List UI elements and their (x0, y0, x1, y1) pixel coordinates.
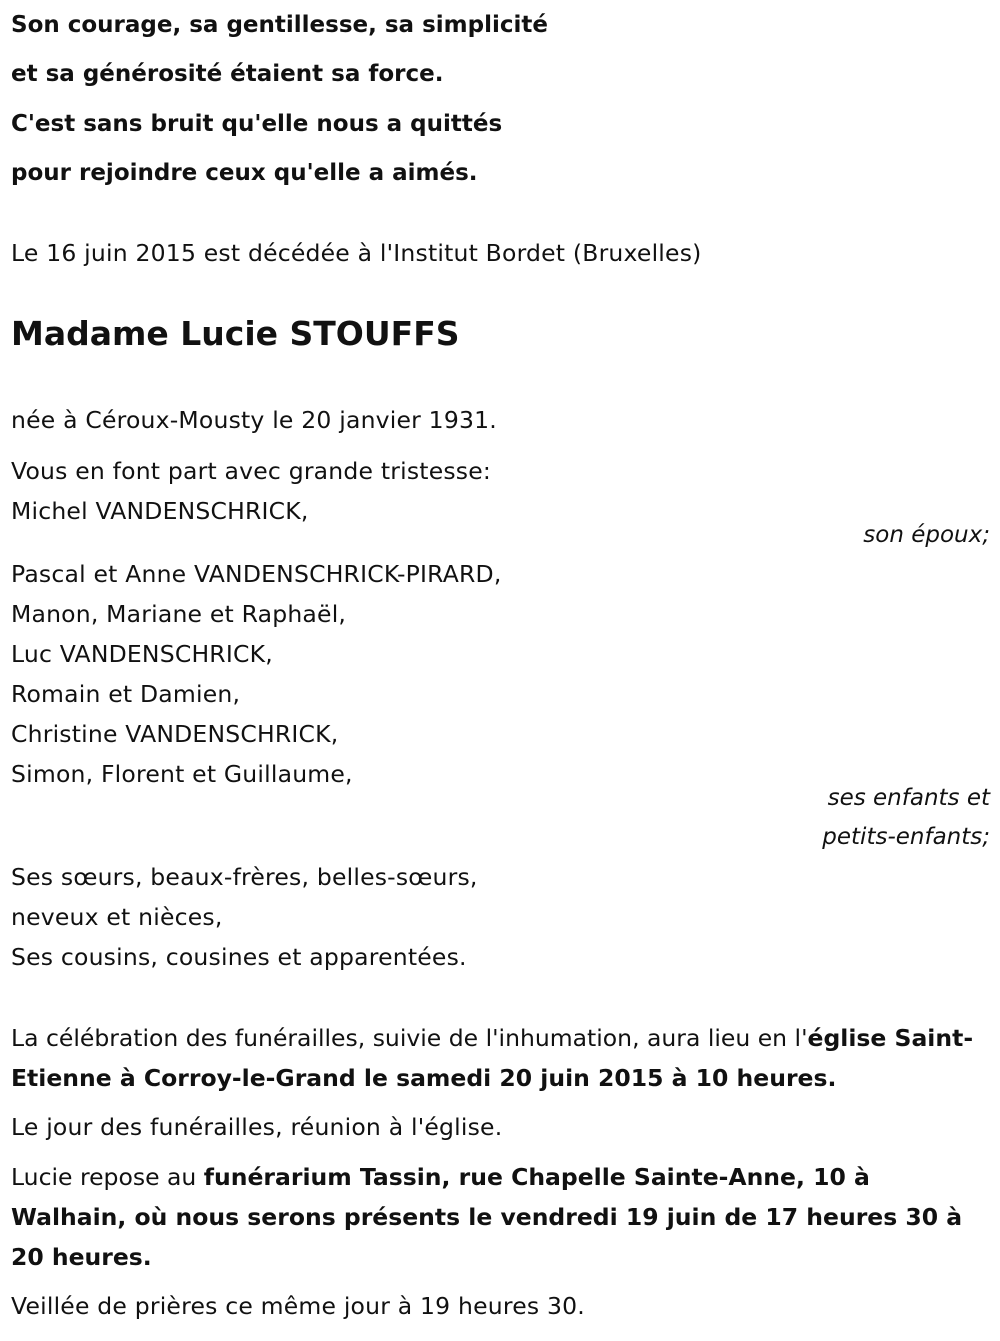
birth-line: née à Céroux-Mousty le 20 janvier 1931. (11, 406, 497, 434)
children-role-line-2: petits-enfants; (822, 824, 990, 850)
child-line-2: Manon, Mariane et Raphaël, (11, 600, 347, 628)
family-line-1: Ses sœurs, beaux-frères, belles-sœurs, (11, 863, 478, 891)
child-line-6: Simon, Florent et Guillaume, (11, 760, 353, 788)
funeral-intro: La célébration des funérailles, suivie de l'inhumation, aura lieu en l' (11, 1024, 808, 1052)
repose-intro: Lucie repose au (11, 1163, 204, 1191)
deceased-name: Madame Lucie STOUFFS (11, 314, 460, 353)
funeral-paragraph (11, 1018, 990, 1098)
family-line-3: Ses cousins, cousines et apparentées. (11, 943, 467, 971)
poem-line-2: et sa générosité étaient sa force. (11, 61, 444, 87)
vigil-line: Veillée de prières ce même jour à 19 heures 30. (11, 1292, 585, 1320)
spouse-name: Michel VANDENSCHRICK, (11, 497, 309, 525)
funeral-details: église Saint-Etienne à Corroy-le-Grand le samedi 20 juin 2015 à 10 heures. (11, 1024, 974, 1092)
reunion-line: Le jour des funérailles, réunion à l'église. (11, 1113, 503, 1141)
poem-line-3: C'est sans bruit qu'elle nous a quittés (11, 111, 503, 137)
repose-paragraph (11, 1157, 990, 1277)
family-line-2: neveux et nièces, (11, 903, 223, 931)
child-line-1: Pascal et Anne VANDENSCHRICK-PIRARD, (11, 560, 502, 588)
poem-line-4: pour rejoindre ceux qu'elle a aimés. (11, 160, 478, 186)
children-role-line-1: ses enfants et (827, 785, 990, 811)
announce-line: Vous en font part avec grande tristesse: (11, 457, 492, 485)
child-line-3: Luc VANDENSCHRICK, (11, 640, 273, 668)
child-line-4: Romain et Damien, (11, 680, 241, 708)
child-line-5: Christine VANDENSCHRICK, (11, 720, 339, 748)
repose-details: funérarium Tassin, rue Chapelle Sainte-Anne, 10 à Walhain, où nous serons présents le vendredi 19 juin de 17 heures 30 à 20 heures. (11, 1163, 963, 1271)
death-notice: Le 16 juin 2015 est décédée à l'Institut Bordet (Bruxelles) (11, 239, 702, 267)
poem-line-1: Son courage, sa gentillesse, sa simplicité (11, 12, 548, 38)
spouse-role: son époux; (863, 522, 990, 548)
